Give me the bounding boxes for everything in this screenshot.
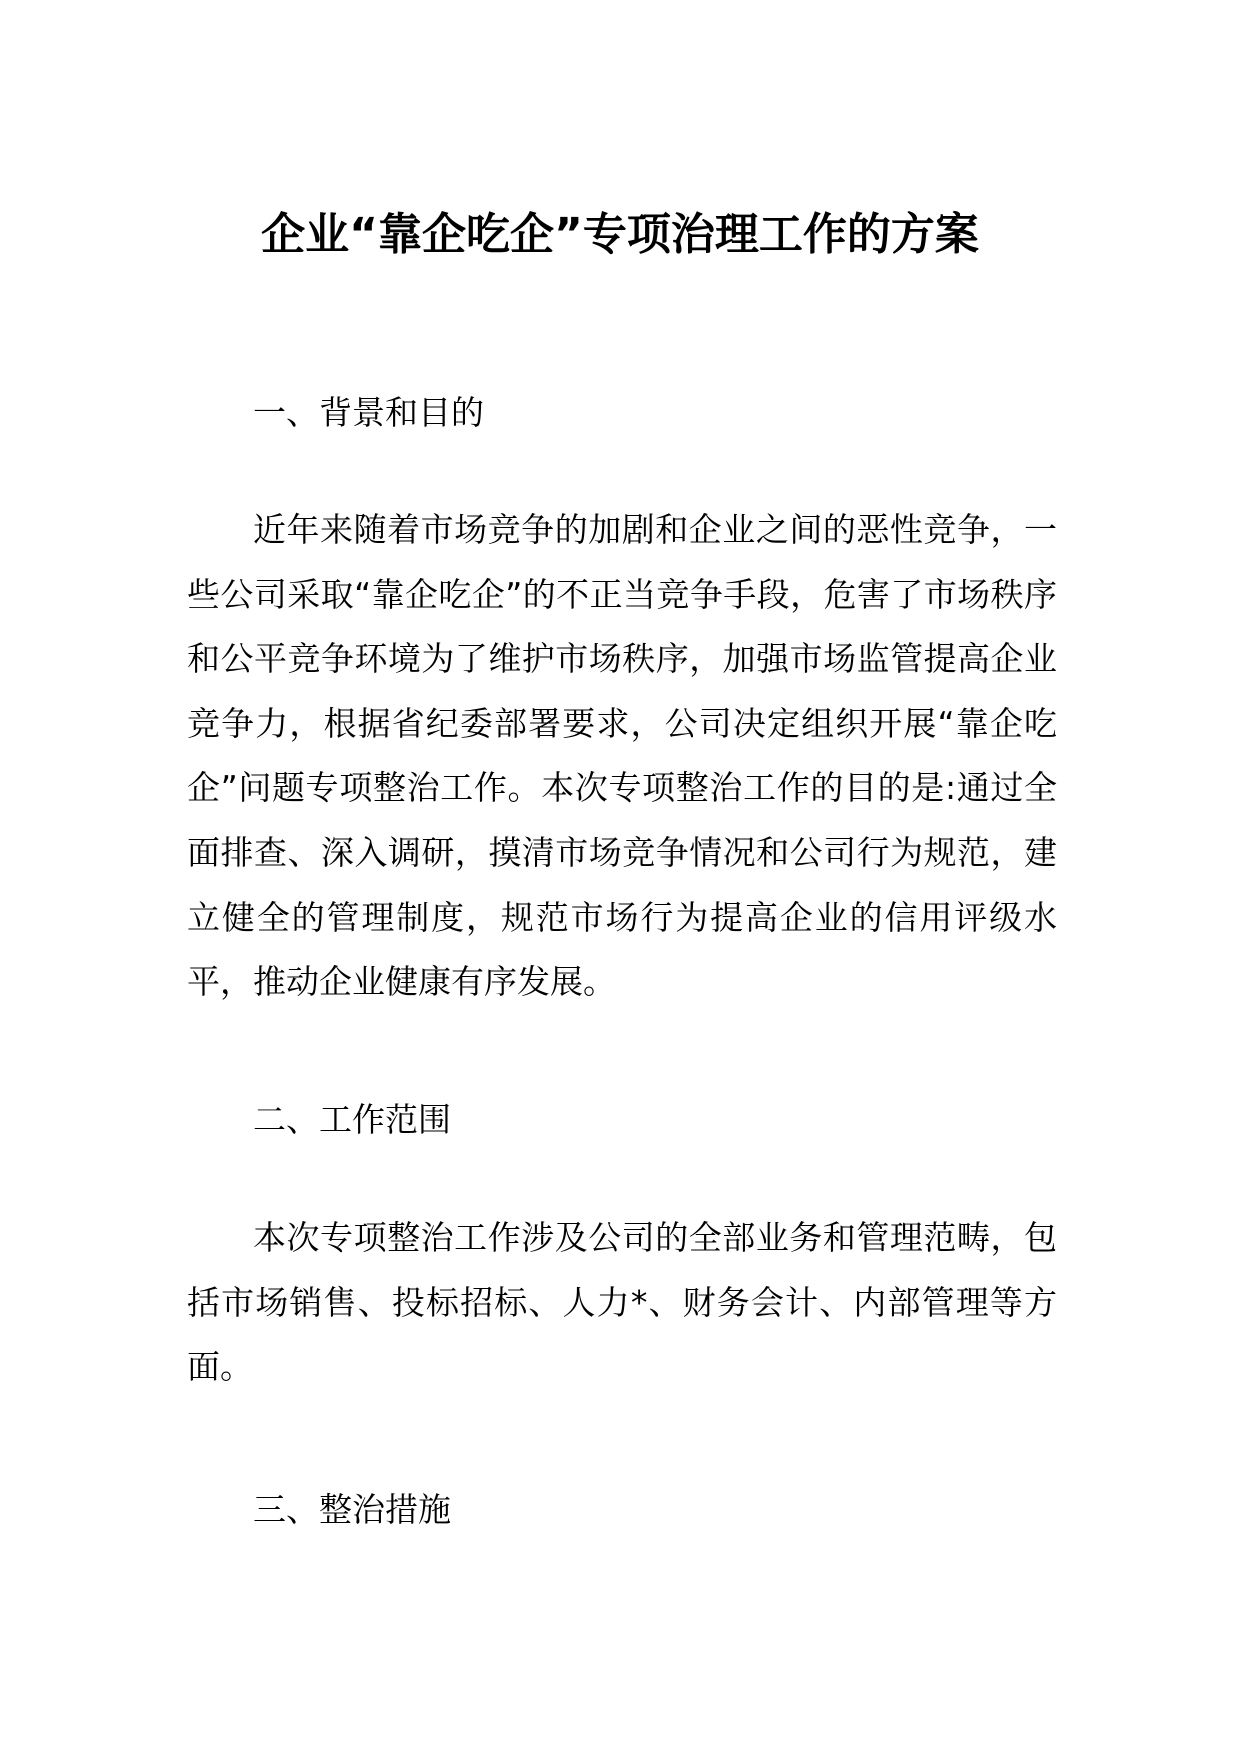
section-paragraph-scope: 本次专项整治工作涉及公司的全部业务和管理范畴，包括市场销售、投标招标、人力*、财务会计、内部管理等方面。: [187, 1218, 1057, 1387]
section-heading-scope: 二、工作范围: [253, 1100, 451, 1139]
section-heading-background: 一、背景和目的: [253, 393, 484, 432]
document-title: 企业“靠企吃企”专项治理工作的方案: [261, 209, 979, 260]
section-paragraph-background: 近年来随着市场竞争的加剧和企业之间的恶性竞争，一些公司采取“靠企吃企”的不正当竞争手段，危害了市场秩序和公平竞争环境为了维护市场秩序，加强市场监管提高企业竞争力，根据省纪委部署要求，公司决定组织开展“靠企吃企”问题专项整治工作。本次专项整治工作的目的是:通过全面排查、深入调研，摸清市场竞争情况和公司行为规范，建立健全的管理制度，规范市场行为提高企业的信用评级水平，推动企业健康有序发展。: [187, 510, 1057, 1002]
section-heading-measures: 三、整治措施: [253, 1490, 451, 1529]
